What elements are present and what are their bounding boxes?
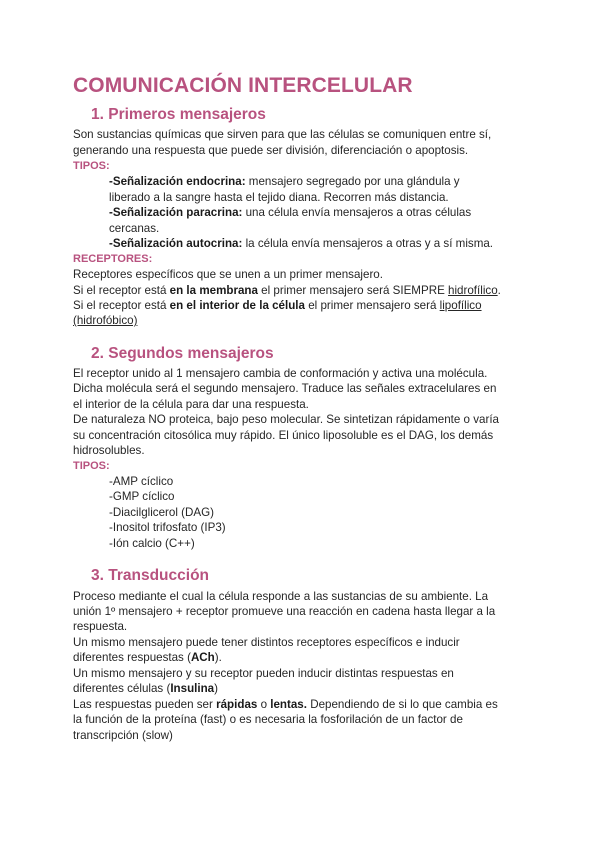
bold-span: Insulina bbox=[170, 682, 215, 695]
underlined-span: lipofílico bbox=[439, 299, 482, 312]
paragraph-line: generando una respuesta que puede ser división, diferenciación o apoptosis. bbox=[73, 144, 469, 157]
text-span: diferentes células ( bbox=[73, 682, 171, 695]
text-span: Las respuestas pueden ser bbox=[73, 698, 217, 711]
autocrina-term: -Señalización autocrina: bbox=[109, 237, 243, 250]
paragraph-line: la función de la proteína (fast) o es necesaria la fosforilación de un factor de bbox=[73, 713, 463, 726]
underlined-span: hidrofílico bbox=[448, 284, 498, 297]
paragraph-line: Proceso mediante el cual la célula responde a las sustancias de su ambiente. La bbox=[73, 590, 489, 603]
section-3-heading: 3. Transducción bbox=[91, 567, 210, 584]
paracrina-line bbox=[109, 205, 471, 221]
text-span: Dependiendo de si lo que cambia es bbox=[306, 698, 498, 711]
paragraph-line: hidrosolubles. bbox=[73, 444, 145, 457]
paragraph-line: Un mismo mensajero puede tener distintos receptores específicos e inducir bbox=[73, 636, 460, 649]
paragraph-line: respuesta. bbox=[73, 620, 128, 633]
paragraph-line: el interior de la célula para dar una respuesta. bbox=[73, 398, 309, 411]
paragraph-line: Son sustancias químicas que sirven para que las células se comuniquen entre sí, bbox=[73, 128, 492, 141]
paragraph-line bbox=[73, 681, 218, 697]
autocrina-text: la célula envía mensajeros a otras y a sí misma. bbox=[242, 237, 494, 250]
endocrina-line bbox=[109, 174, 460, 190]
tipos-label: TIPOS: bbox=[73, 160, 110, 172]
text-span: el primer mensajero será bbox=[304, 299, 440, 312]
receptores-interior-line bbox=[73, 298, 482, 314]
text-span: . bbox=[497, 284, 501, 297]
paragraph-line bbox=[73, 650, 222, 666]
section-2-heading: 2. Segundos mensajeros bbox=[91, 345, 274, 362]
autocrina-line bbox=[109, 236, 493, 252]
paracrina-text: una célula envía mensajeros a otras células bbox=[242, 206, 472, 219]
bold-span: rápidas bbox=[216, 698, 258, 711]
paracrina-term: -Señalización paracrina: bbox=[109, 206, 243, 219]
text-span: ) bbox=[214, 682, 218, 695]
paragraph-line: transcripción (slow) bbox=[73, 729, 173, 742]
paragraph-line: El receptor unido al 1 mensajero cambia de conformación y activa una molécula. bbox=[73, 367, 488, 380]
receptores-interior-line-2 bbox=[73, 313, 137, 329]
paragraph-line: Dicha molécula será el segundo mensajero. Traduce las señales extracelulares en bbox=[73, 382, 497, 395]
endocrina-text: mensajero segregado por una glándula y bbox=[245, 175, 460, 188]
bold-span: en la membrana bbox=[169, 284, 258, 297]
endocrina-term: -Señalización endocrina: bbox=[109, 175, 246, 188]
list-item: -Ión calcio (C++) bbox=[109, 537, 195, 550]
paragraph-line: Un mismo mensajero y su receptor pueden inducir distintas respuestas en bbox=[73, 667, 454, 680]
underlined-span: (hidrofóbico) bbox=[73, 314, 138, 327]
endocrina-line-2: liberado a la sangre hasta el tejido diana. Recorren más distancia. bbox=[109, 191, 449, 204]
paragraph-line bbox=[73, 697, 498, 713]
text-span: ). bbox=[214, 651, 222, 664]
list-item: -Inositol trifosfato (IP3) bbox=[109, 521, 226, 534]
receptores-membrana-line bbox=[73, 283, 501, 299]
text-span: el primer mensajero será SIEMPRE bbox=[257, 284, 449, 297]
receptores-line: Receptores específicos que se unen a un primer mensajero. bbox=[73, 268, 383, 281]
bold-span: ACh bbox=[190, 651, 215, 664]
tipos-label: TIPOS: bbox=[73, 460, 110, 472]
bold-span: en el interior de la célula bbox=[169, 299, 305, 312]
paragraph-line: De naturaleza NO proteica, bajo peso molecular. Se sintetizan rápidamente o varía bbox=[73, 413, 499, 426]
text-span: Si el receptor está bbox=[73, 284, 170, 297]
document-title: COMUNICACIÓN INTERCELULAR bbox=[73, 74, 413, 97]
section-1-heading: 1. Primeros mensajeros bbox=[91, 106, 266, 123]
text-span: diferentes respuestas ( bbox=[73, 651, 191, 664]
list-item: -GMP cíclico bbox=[109, 490, 175, 503]
text-span: o bbox=[257, 698, 271, 711]
paragraph-line: su concentración citosólica muy rápido. El único liposoluble es el DAG, los demás bbox=[73, 429, 494, 442]
text-span: Si el receptor está bbox=[73, 299, 170, 312]
list-item: -AMP cíclico bbox=[109, 475, 174, 488]
bold-span: lentas. bbox=[270, 698, 307, 711]
list-item: -Diacilglicerol (DAG) bbox=[109, 506, 215, 519]
receptores-label: RECEPTORES: bbox=[73, 253, 153, 265]
paracrina-line-2: cercanas. bbox=[109, 222, 160, 235]
paragraph-line: unión 1º mensajero + receptor promueve una reacción en cadena hasta llegar a la bbox=[73, 605, 496, 618]
